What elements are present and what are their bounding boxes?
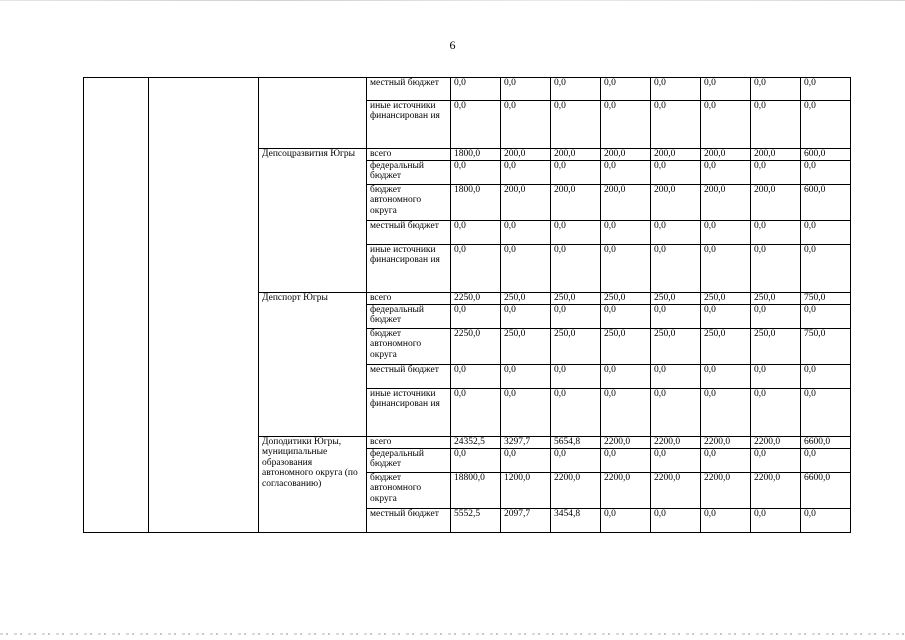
amount-cell: 0,0 [651,305,701,329]
amount-cell: 200,0 [751,185,801,221]
amount-cell: 0,0 [551,101,601,149]
amount-cell: 0,0 [651,245,701,293]
amount-cell: 0,0 [701,161,751,185]
amount-cell: 0,0 [801,305,851,329]
amount-cell: 200,0 [751,149,801,161]
funding-source: местный бюджет [367,78,451,101]
amount-cell: 3454,8 [551,509,601,533]
amount-cell: 0,0 [451,365,501,389]
amount-cell: 250,0 [751,329,801,365]
budget-table [83,77,851,533]
amount-cell: 2200,0 [701,473,751,509]
amount-cell: 0,0 [801,245,851,293]
amount-cell: 2200,0 [551,473,601,509]
amount-cell: 0,0 [601,449,651,473]
amount-cell: 200,0 [651,185,701,221]
funding-source: всего [367,437,451,449]
amount-cell: 250,0 [651,329,701,365]
amount-cell: 0,0 [451,161,501,185]
amount-cell: 0,0 [501,245,551,293]
amount-cell: 250,0 [651,293,701,305]
amount-cell: 0,0 [601,245,651,293]
amount-cell: 0,0 [501,305,551,329]
funding-source: местный бюджет [367,221,451,245]
funding-source: бюджет автономного округа [367,329,451,365]
amount-cell: 0,0 [551,161,601,185]
amount-cell: 0,0 [601,221,651,245]
amount-cell: 750,0 [801,293,851,305]
amount-cell: 0,0 [801,78,851,101]
responsible-executor: Доподитики Югры, муниципальные образования автономного округа (по согласованию) [259,437,367,533]
amount-cell: 1200,0 [501,473,551,509]
amount-cell: 5552,5 [451,509,501,533]
amount-cell: 0,0 [501,389,551,437]
amount-cell: 0,0 [501,101,551,149]
funding-source: местный бюджет [367,365,451,389]
amount-cell: 2250,0 [451,293,501,305]
amount-cell: 2250,0 [451,329,501,365]
amount-cell: 0,0 [751,509,801,533]
amount-cell: 3297,7 [501,437,551,449]
amount-cell: 0,0 [751,245,801,293]
amount-cell: 200,0 [551,185,601,221]
amount-cell: 0,0 [451,245,501,293]
funding-source: иные источники финансирован ия [367,389,451,437]
amount-cell: 2200,0 [751,437,801,449]
amount-cell: 0,0 [451,305,501,329]
amount-cell: 0,0 [651,509,701,533]
amount-cell: 250,0 [501,293,551,305]
amount-cell: 0,0 [651,449,701,473]
funding-source: бюджет автономного округа [367,473,451,509]
amount-cell: 0,0 [451,449,501,473]
amount-cell: 0,0 [751,78,801,101]
table-row [84,78,851,101]
page-number: 6 [449,38,456,52]
amount-cell: 600,0 [801,185,851,221]
amount-cell: 0,0 [601,161,651,185]
amount-cell: 0,0 [651,161,701,185]
responsible-executor: Депсоцразвития Югры [259,149,367,293]
amount-cell: 1800,0 [451,149,501,161]
amount-cell: 0,0 [701,305,751,329]
amount-cell: 250,0 [601,293,651,305]
amount-cell: 2200,0 [701,437,751,449]
amount-cell: 0,0 [801,101,851,149]
budget-table-body [84,78,851,533]
amount-cell: 0,0 [601,305,651,329]
amount-cell: 0,0 [601,78,651,101]
amount-cell: 0,0 [651,389,701,437]
amount-cell: 0,0 [551,365,601,389]
amount-cell: 0,0 [751,365,801,389]
amount-cell: 0,0 [801,449,851,473]
amount-cell: 2200,0 [651,437,701,449]
amount-cell: 5654,8 [551,437,601,449]
amount-cell: 0,0 [651,78,701,101]
amount-cell: 0,0 [551,245,601,293]
amount-cell: 200,0 [601,149,651,161]
amount-cell: 600,0 [801,149,851,161]
amount-cell: 0,0 [801,161,851,185]
amount-cell: 18800,0 [451,473,501,509]
amount-cell: 2097,7 [501,509,551,533]
amount-cell: 0,0 [751,305,801,329]
amount-cell: 0,0 [551,449,601,473]
amount-cell: 200,0 [651,149,701,161]
amount-cell: 2200,0 [651,473,701,509]
amount-cell: 250,0 [701,293,751,305]
amount-cell: 0,0 [801,389,851,437]
amount-cell: 0,0 [701,509,751,533]
amount-cell: 0,0 [751,389,801,437]
funding-source: бюджет автономного округа [367,185,451,221]
amount-cell: 2200,0 [601,437,651,449]
amount-cell: 200,0 [701,185,751,221]
amount-cell: 0,0 [451,101,501,149]
empty-column-1 [84,78,149,533]
amount-cell: 0,0 [451,389,501,437]
amount-cell: 250,0 [751,293,801,305]
amount-cell: 200,0 [551,149,601,161]
amount-cell: 2200,0 [751,473,801,509]
funding-source: всего [367,293,451,305]
amount-cell: 0,0 [651,101,701,149]
amount-cell: 0,0 [751,449,801,473]
amount-cell: 200,0 [701,149,751,161]
amount-cell: 0,0 [601,509,651,533]
amount-cell: 0,0 [701,389,751,437]
amount-cell: 0,0 [701,449,751,473]
amount-cell: 750,0 [801,329,851,365]
amount-cell: 200,0 [601,185,651,221]
amount-cell: 0,0 [751,221,801,245]
amount-cell: 0,0 [501,449,551,473]
amount-cell: 1800,0 [451,185,501,221]
amount-cell: 2200,0 [601,473,651,509]
amount-cell: 0,0 [801,365,851,389]
amount-cell: 0,0 [601,389,651,437]
amount-cell: 0,0 [701,245,751,293]
amount-cell: 24352,5 [451,437,501,449]
amount-cell: 0,0 [701,78,751,101]
amount-cell: 0,0 [651,221,701,245]
amount-cell: 0,0 [801,509,851,533]
amount-cell: 200,0 [501,149,551,161]
amount-cell: 0,0 [701,221,751,245]
empty-column-2 [149,78,259,533]
amount-cell: 6600,0 [801,473,851,509]
amount-cell: 6600,0 [801,437,851,449]
scan-edge-top [0,0,905,1]
amount-cell: 0,0 [751,101,801,149]
amount-cell: 0,0 [701,101,751,149]
amount-cell: 0,0 [551,389,601,437]
amount-cell: 250,0 [551,293,601,305]
amount-cell: 0,0 [551,221,601,245]
funding-source: иные источники финансирован ия [367,245,451,293]
amount-cell: 0,0 [701,365,751,389]
amount-cell: 250,0 [501,329,551,365]
funding-source: всего [367,149,451,161]
funding-source: федеральный бюджет [367,305,451,329]
amount-cell: 0,0 [551,78,601,101]
amount-cell: 0,0 [501,221,551,245]
amount-cell: 0,0 [451,221,501,245]
funding-source: федеральный бюджет [367,449,451,473]
responsible-executor [259,78,367,149]
amount-cell: 0,0 [801,221,851,245]
amount-cell: 250,0 [601,329,651,365]
funding-source: иные источники финансирован ия [367,101,451,149]
amount-cell: 250,0 [551,329,601,365]
amount-cell: 0,0 [551,305,601,329]
amount-cell: 0,0 [601,101,651,149]
responsible-executor: Депспорт Югры [259,293,367,437]
amount-cell: 0,0 [501,78,551,101]
amount-cell: 0,0 [651,365,701,389]
amount-cell: 0,0 [501,161,551,185]
funding-source: местный бюджет [367,509,451,533]
amount-cell: 0,0 [601,365,651,389]
amount-cell: 0,0 [451,78,501,101]
funding-source: федеральный бюджет [367,161,451,185]
amount-cell: 200,0 [501,185,551,221]
scan-edge-bottom [0,633,905,635]
amount-cell: 250,0 [701,329,751,365]
amount-cell: 0,0 [751,161,801,185]
amount-cell: 0,0 [501,365,551,389]
